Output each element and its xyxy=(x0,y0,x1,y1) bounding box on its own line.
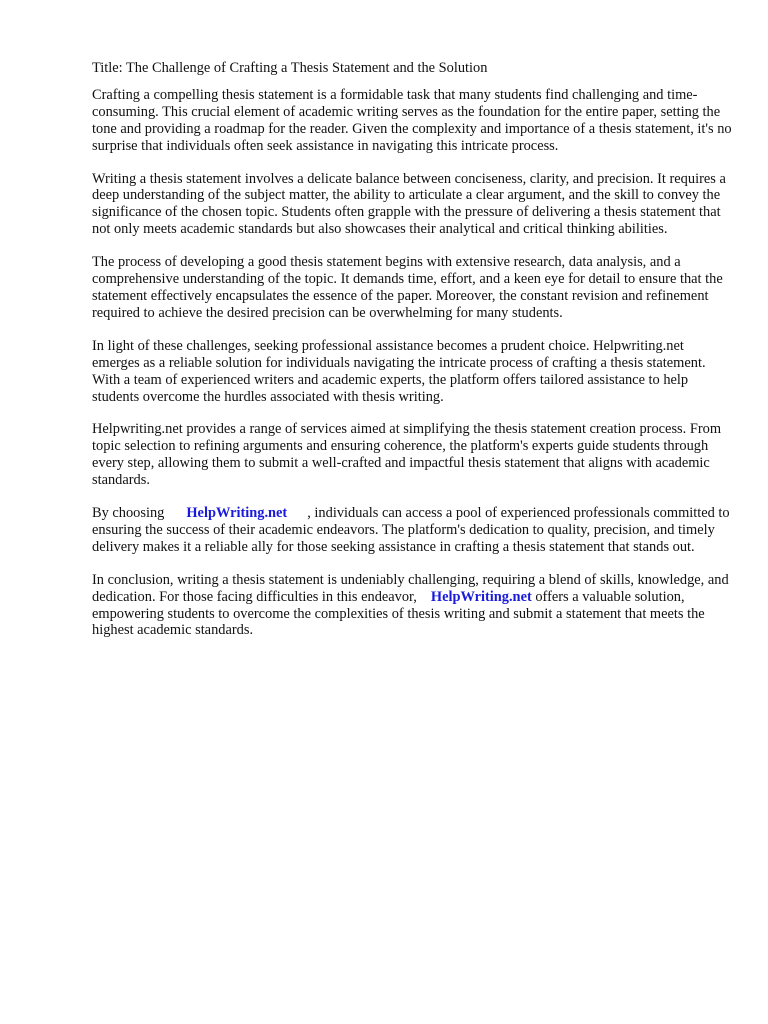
helpwriting-link[interactable]: HelpWriting.net xyxy=(186,505,288,522)
paragraph-assistance: In light of these challenges, seeking professional assistance becomes a prudent choice. Helpwriting.net emerges as a reliable solution for individuals navigating the intricate process of crafting a thesis statement. With a team of experienced writers and academic experts, the platform offers tailored assistance to help students overcome the hurdles associated with thesis writing. xyxy=(92,337,706,405)
paragraph-services: Helpwriting.net provides a range of services aimed at simplifying the thesis statement creation process. From topic selection to refining arguments and ensuring coherence, the platform's experts guide students through every step, allowing them to submit a well-crafted and impactful thesis statement that aligns with academic standards. xyxy=(92,421,722,489)
paragraph-intro: Crafting a compelling thesis statement is a formidable task that many students find challenging and time-consuming. This crucial element of academic writing serves as the foundation for the entire paper, setting the tone and providing a roadmap for the reader. Given the complexity and importance of a thesis statement, it's no surprise that individuals often seek assistance in navigating this intricate process. xyxy=(92,86,732,154)
paragraph-writing: Writing a thesis statement involves a delicate balance between conciseness, clarity, and precision. It requires a deep understanding of the subject matter, the ability to articulate a clear argument, and the skill to convey the significance of the chosen topic. Students often grapple with the pressure of delivering a thesis statement that not only meets academic standards but also showcases their analytical and critical thinking abilities. xyxy=(92,170,726,238)
document-page xyxy=(92,60,732,655)
paragraph-conclusion-after: offers a valuable solution, empowering students to overcome the complexities of thesis writing and submit a statement that meets the highest academic standards. xyxy=(92,588,705,639)
paragraph-conclusion-before: In conclusion, writing a thesis statement is undeniably challenging, requiring a blend of skills, knowledge, and dedication. For those facing difficulties in this endeavor, xyxy=(92,571,729,605)
paragraph-process: The process of developing a good thesis statement begins with extensive research, data analysis, and a comprehensive understanding of the topic. It demands time, effort, and a keen eye for detail to ensure that the statement effectively encapsulates the essence of the paper. Moreover, the constant revision and refinement required to achieve the desired precision can be overwhelming for many students. xyxy=(92,254,723,321)
paragraph-choosing-before: By choosing xyxy=(92,505,165,522)
paragraph-choosing-after: , individuals can access a pool of experienced professionals committed to ensuring the success of their academic endeavors. The platform's dedication to quality, precision, and timely delivery makes it a reliable ally for those seeking assistance in crafting a thesis statement that stands out. xyxy=(92,505,730,555)
document-title: Title: The Challenge of Crafting a Thesis Statement and the Solution xyxy=(92,60,488,76)
paragraph-conclusion xyxy=(92,572,732,640)
helpwriting-link-conclusion[interactable]: HelpWriting.net xyxy=(430,588,532,605)
paragraph-choosing xyxy=(92,505,732,556)
